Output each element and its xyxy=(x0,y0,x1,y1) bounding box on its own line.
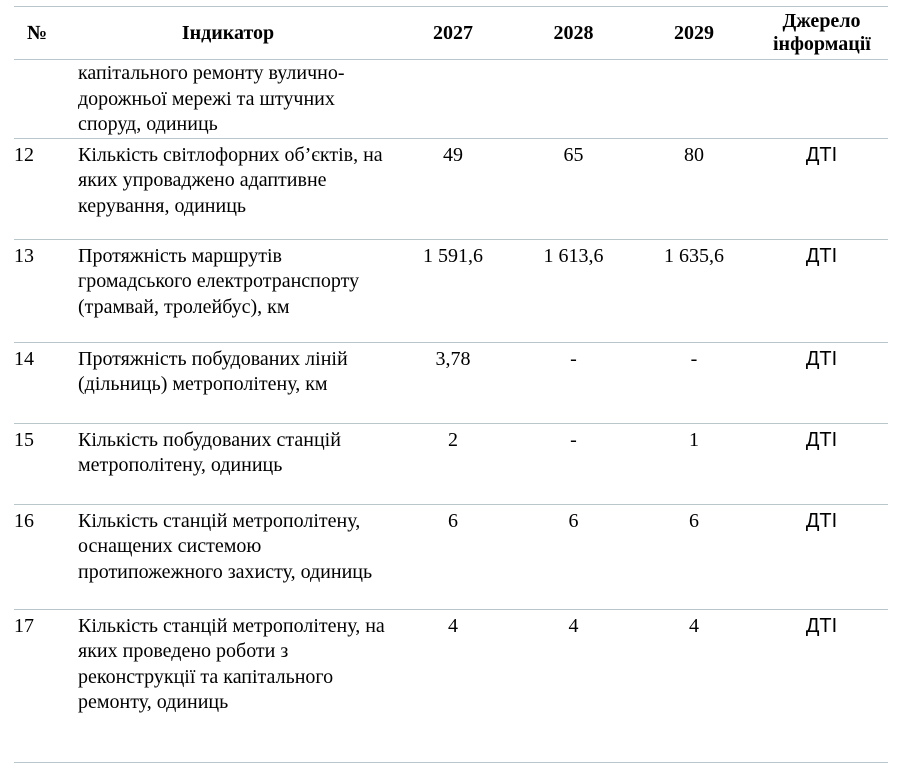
cell-number: 17 xyxy=(14,614,34,637)
cell-2027: 3,78 xyxy=(435,347,471,370)
header-number: № xyxy=(27,21,48,44)
cell-2029 xyxy=(633,60,755,139)
table-header-row xyxy=(14,7,888,60)
cell-number: 13 xyxy=(14,244,34,267)
cell-indicator: капітального ремонту вулично-дорожньої мережі та штучних споруд, одиниць xyxy=(78,62,345,135)
indicator-table-container xyxy=(14,6,888,763)
indicator-table xyxy=(14,6,888,763)
cell-number: 16 xyxy=(14,509,34,532)
cell-2028: 1 613,6 xyxy=(543,244,604,267)
table-row xyxy=(14,60,888,139)
cell-2027: 6 xyxy=(448,509,458,532)
cell-2028: 4 xyxy=(568,614,579,637)
cell-number: 15 xyxy=(14,428,34,451)
cell-2027: 4 xyxy=(448,614,458,637)
cell-number xyxy=(14,60,64,139)
header-year-2029: 2029 xyxy=(674,21,714,44)
table-row xyxy=(14,609,888,762)
cell-2028: 65 xyxy=(563,143,584,166)
cell-2028 xyxy=(514,60,633,139)
cell-2028: 6 xyxy=(568,509,579,532)
cell-2027: 49 xyxy=(443,143,463,166)
cell-indicator: Кількість станцій метрополітену, оснащених системою протипожежного захисту, одиниць xyxy=(78,509,373,583)
cell-source: ДТІ xyxy=(805,614,838,637)
header-source: Джерело інформації xyxy=(773,10,871,55)
cell-2029: 6 xyxy=(689,509,699,532)
cell-indicator: Кількість станцій метрополітену, на яких проведено роботи з реконструкції та капітального ремонту, одиниць xyxy=(78,614,385,713)
header-indicator: Індикатор xyxy=(181,21,275,44)
cell-source: ДТІ xyxy=(805,428,838,451)
cell-2029: 4 xyxy=(689,614,699,637)
table-row xyxy=(14,239,888,342)
cell-2029: 1 635,6 xyxy=(664,244,724,267)
cell-2028: - xyxy=(570,428,577,451)
cell-source: ДТІ xyxy=(805,244,838,267)
cell-2027: 1 591,6 xyxy=(423,244,483,267)
cell-2029: 80 xyxy=(684,143,704,166)
cell-indicator: Кількість світлофорних об’єктів, на яких упроваджено адаптивне керування, одиниць xyxy=(78,143,383,217)
table-row xyxy=(14,342,888,423)
table-row xyxy=(14,423,888,504)
cell-indicator: Кількість побудованих станцій метрополітену, одиниць xyxy=(78,428,341,476)
cell-source: ДТІ xyxy=(805,509,838,532)
table-row xyxy=(14,504,888,609)
cell-2028: - xyxy=(570,347,577,370)
cell-source: ДТІ xyxy=(805,347,838,370)
cell-2029: 1 xyxy=(689,428,699,451)
cell-2027: 2 xyxy=(448,428,458,451)
cell-number: 12 xyxy=(14,143,34,166)
cell-2027 xyxy=(392,60,514,139)
header-year-2028: 2028 xyxy=(553,21,594,44)
table-row xyxy=(14,138,888,239)
cell-2029: - xyxy=(690,347,698,370)
cell-indicator: Протяжність маршрутів громадського електротранспорту (трамвай, тролейбус), км xyxy=(78,244,360,318)
cell-number: 14 xyxy=(14,347,34,370)
cell-indicator: Протяжність побудованих ліній (дільниць) метрополітену, км xyxy=(78,347,348,395)
cell-source xyxy=(755,60,888,139)
cell-source: ДТІ xyxy=(805,143,838,166)
header-year-2027: 2027 xyxy=(433,21,473,44)
